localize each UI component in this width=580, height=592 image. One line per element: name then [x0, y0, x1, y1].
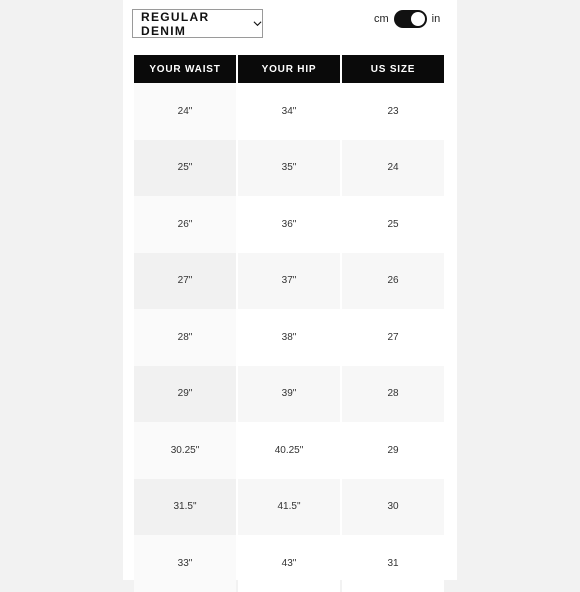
- waist-cell: 26": [134, 196, 236, 253]
- hip-cell: 35": [238, 140, 340, 197]
- hip-cell: 39": [238, 366, 340, 423]
- us-size-cell: 29: [342, 422, 444, 479]
- waist-cell: 28": [134, 309, 236, 366]
- hip-cell: 36": [238, 196, 340, 253]
- unit-cm-label[interactable]: cm: [374, 13, 389, 25]
- size-chart-page: [123, 0, 457, 580]
- table-row: [134, 253, 444, 310]
- us-size-cell: 24: [342, 140, 444, 197]
- table-row: [134, 140, 444, 197]
- hip-cell: 41.5": [238, 479, 340, 536]
- hip-cell: 37": [238, 253, 340, 310]
- hip-cell: 34": [238, 83, 340, 140]
- table-row: [134, 535, 444, 592]
- header-us-size: US SIZE: [342, 55, 444, 83]
- us-size-cell: 25: [342, 196, 444, 253]
- chevron-down-icon: [253, 19, 262, 28]
- unit-toggle: [374, 10, 440, 28]
- header-hip: YOUR HIP: [238, 55, 340, 83]
- switch-knob: [411, 12, 425, 26]
- waist-cell: 24": [134, 83, 236, 140]
- us-size-cell: 23: [342, 83, 444, 140]
- hip-cell: 40.25": [238, 422, 340, 479]
- fit-dropdown[interactable]: [132, 9, 263, 38]
- us-size-cell: 26: [342, 253, 444, 310]
- table-header-row: [134, 55, 444, 83]
- waist-cell: 33": [134, 535, 236, 592]
- us-size-cell: 31: [342, 535, 444, 592]
- table-row: [134, 83, 444, 140]
- waist-cell: 29": [134, 366, 236, 423]
- table-row: [134, 196, 444, 253]
- unit-switch[interactable]: [394, 10, 427, 28]
- us-size-cell: 28: [342, 366, 444, 423]
- waist-cell: 25": [134, 140, 236, 197]
- table-row: [134, 479, 444, 536]
- hip-cell: 43": [238, 535, 340, 592]
- fit-dropdown-label: REGULAR DENIM: [141, 9, 210, 38]
- header-waist: YOUR WAIST: [134, 55, 236, 83]
- hip-cell: 38": [238, 309, 340, 366]
- us-size-cell: 30: [342, 479, 444, 536]
- waist-cell: 31.5": [134, 479, 236, 536]
- waist-cell: 27": [134, 253, 236, 310]
- waist-cell: 30.25": [134, 422, 236, 479]
- size-table: [132, 55, 446, 592]
- us-size-cell: 27: [342, 309, 444, 366]
- unit-in-label[interactable]: in: [431, 13, 441, 25]
- table-row: [134, 422, 444, 479]
- table-row: [134, 309, 444, 366]
- table-row: [134, 366, 444, 423]
